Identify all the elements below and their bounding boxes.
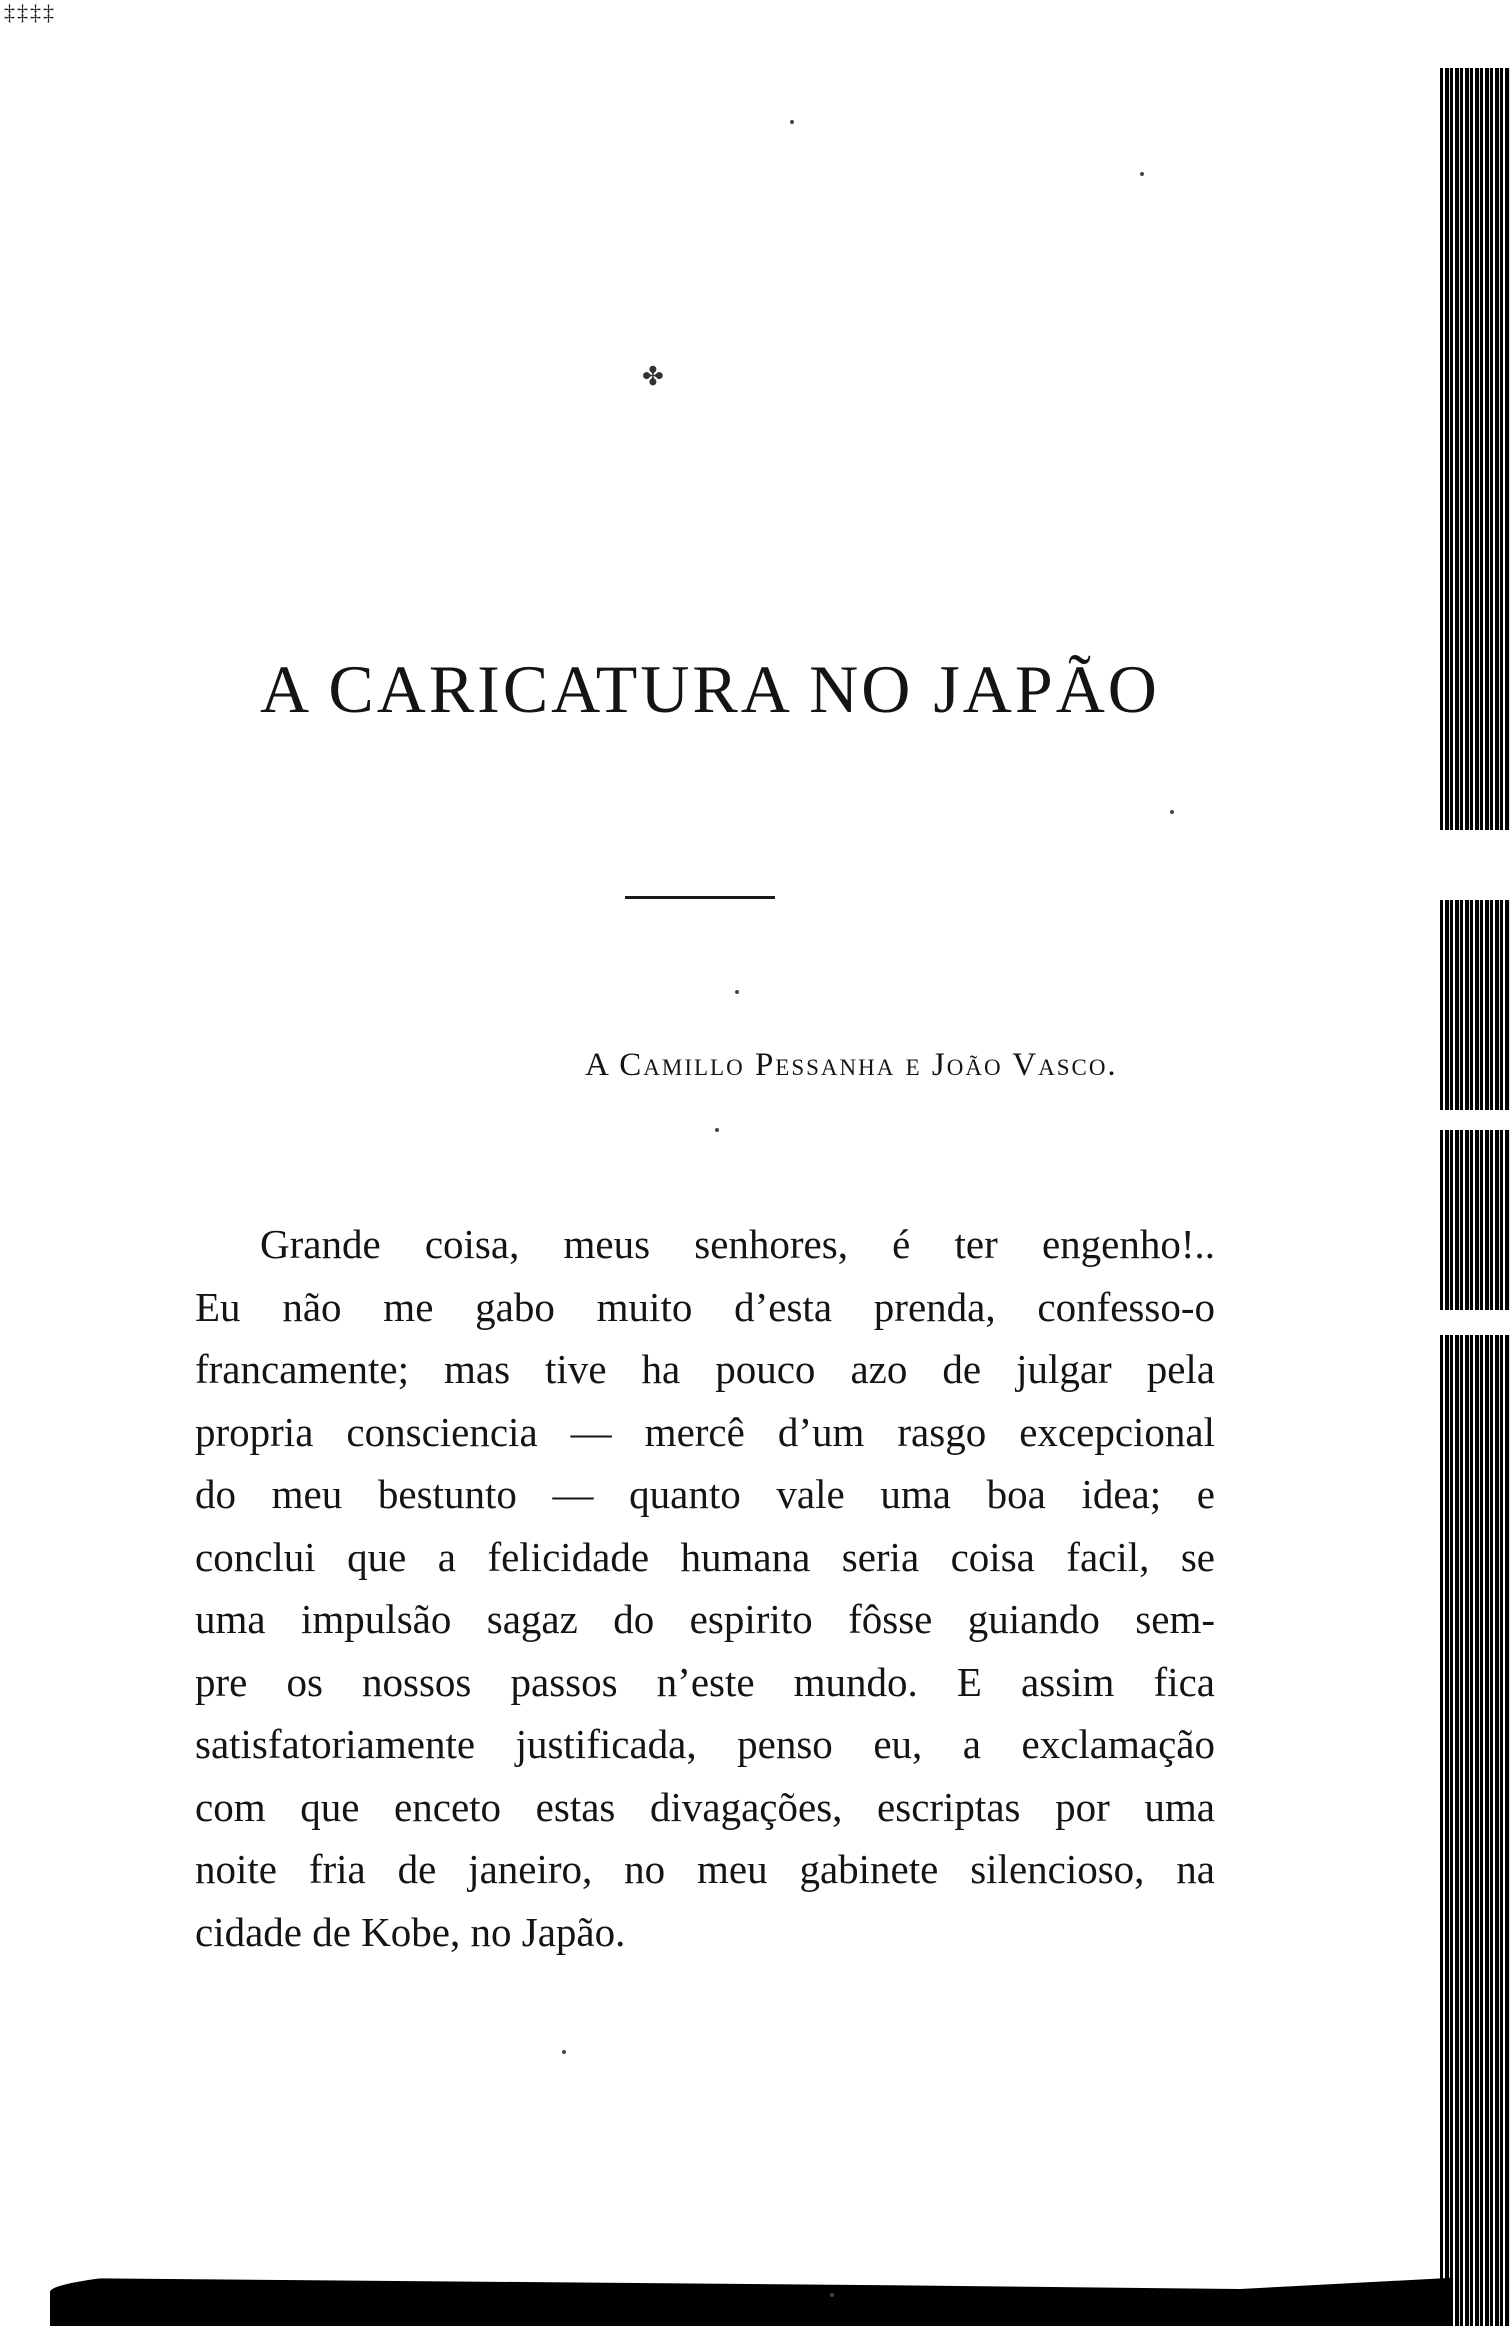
paragraph-line: pre os nossos passos n’este mundo. E assim fica — [195, 1658, 1215, 1705]
paragraph-line: conclui que a felicidade humana seria coisa facil, se — [195, 1533, 1215, 1580]
paper-speck — [790, 120, 794, 124]
paragraph-line: do meu bestunto — quanto vale uma boa idea; e — [195, 1471, 1215, 1517]
paragraph-line: satisfatoriamente justificada, penso eu, a exclamação — [195, 1721, 1215, 1767]
book-spine-edge — [1440, 68, 1510, 2326]
paper-speck — [735, 990, 739, 994]
paper-speck — [562, 2050, 566, 2054]
spine-gap — [1440, 830, 1510, 900]
paragraph-line: noite fria de janeiro, no meu gabinete silencioso, na — [195, 1846, 1215, 1892]
paper-speck — [1140, 172, 1144, 176]
paragraph-line: cidade de Kobe, no Japão. — [195, 1908, 626, 1955]
paragraph-line: propria consciencia — mercê d’um rasgo excepcional — [195, 1408, 1215, 1455]
paper-speck — [830, 2293, 834, 2297]
page-bottom-shadow — [50, 2252, 1450, 2326]
page-title: A CARICATURA NO JAPÃO — [260, 651, 1160, 727]
paragraph-line: Eu não me gabo muito d’esta prenda, confesso-o — [195, 1283, 1215, 1330]
title-divider — [625, 896, 775, 899]
spine-gap — [1440, 1110, 1510, 1130]
paragraph-line: uma impulsão sagaz do espirito fôsse guiando sem- — [195, 1596, 1215, 1642]
dedication: A Camillo Pessanha e João Vasco. — [585, 1047, 1118, 1083]
spine-gap — [1440, 1310, 1510, 1335]
paper-speck — [1170, 810, 1174, 814]
ornament-glyph: ✤ — [642, 362, 664, 391]
paragraph-line: Grande coisa, meus senhores, é ter engenho!.. — [260, 1221, 1215, 1267]
paper-speck — [715, 1128, 719, 1132]
printer-marks: ‡‡‡‡ — [4, 0, 56, 25]
paragraph — [195, 1213, 1215, 1963]
paragraph-line: com que enceto estas divagações, escriptas por uma — [195, 1783, 1215, 1830]
paragraph-line: francamente; mas tive ha pouco azo de julgar pela — [195, 1346, 1215, 1392]
